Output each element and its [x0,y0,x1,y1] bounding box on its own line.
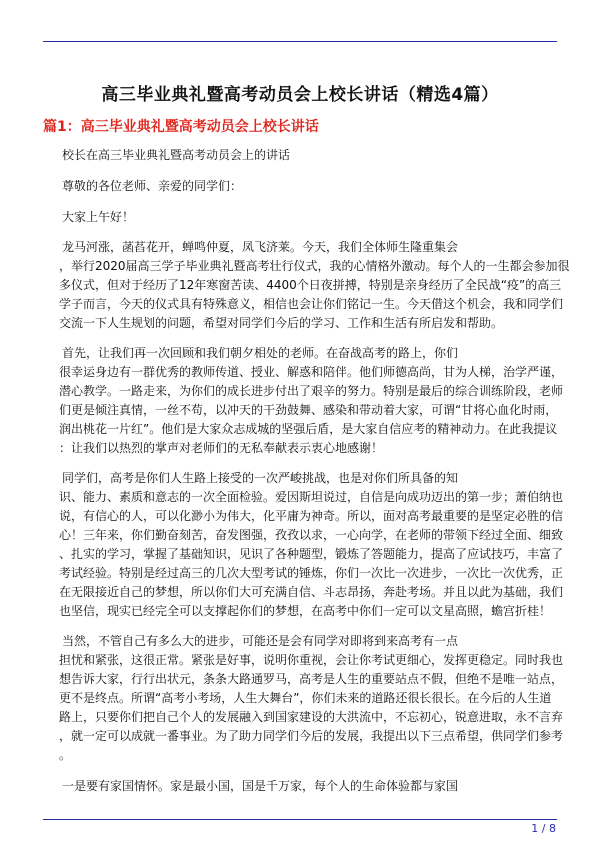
paragraph-line: 一是要有家国情怀。家是最小国，国是千万家，每个人的生命体验都与家国 [62,779,459,793]
paragraph-line: 也坚信，现实已经完全可以支撑起你们的梦想，在高考中你们一定可以文星高照，蟾宫折桂！ [59,604,552,618]
paragraph-line: 心！三年来，你们勤奋刻苦，奋发图强，孜孜以求，一心向学，在老师的带领下经过全面、细致 [59,528,564,542]
paragraph-line: 路上，只要你们把自己个人的发展融入到国家建设的大洪流中，不忘初心，锐意进取，永不言弃 [59,710,564,724]
paragraph-line: 说，有信心的人，可以化渺小为伟大，化平庸为神奇。所以，面对高考最重要的是坚定必胜的信 [59,509,564,523]
paragraph-line: 在无限接近自己的梦想，所以你们大可充满自信、斗志昂扬，奔赴考场。并且以此为基础，我们 [59,585,564,599]
paragraph-line: 学子而言，今天的仪式具有特殊意义，相信也会让你们铭记一生。今天借这个机会，我和同学们 [59,297,564,311]
paragraph-line: 润出桃花一片红”。他们是大家众志成城的坚强后盾，是大家自信应考的精神动力。在此我提议 [59,422,558,436]
paragraph-line: 潜心教学。一路走来，为你们的成长进步付出了艰辛的努力。特别是最后的综合训练阶段，老师 [59,384,564,398]
greeting-line: 大家上午好！ [62,210,135,224]
salutation-line: 尊敬的各位老师、亲爱的同学们： [62,179,243,193]
header-rule [43,41,557,42]
paragraph-line: 交流一下人生规划的问题，希望对同学们今后的学习、工作和生活有所启发和帮助。 [59,316,504,330]
paragraph-line: ，举行2020届高三学子毕业典礼暨高考壮行仪式，我的心情格外激动。每个人的一生都会参加很 [59,259,570,273]
page-number: 1 / 8 [531,822,556,835]
paragraph-line: 想告诉大家，行行出状元，条条大路通罗马，高考是人生的重要站点不假，但绝不是唯一站点， [59,672,564,686]
paragraph-line: 更不是终点。所谓“高考小考场，人生大舞台”，你们未来的道路还很长很长。在今后的人生道 [59,691,552,705]
paragraph-line: 首先，让我们再一次回顾和我们朝夕相处的老师。在奋战高考的路上，你们 [62,346,459,360]
paragraph-line: ，就一定可以成就一番事业。为了助力同学们今后的发展，我提出以下三点希望，供同学们参考 [59,729,564,743]
paragraph-line: 们更是倾注真情，一丝不苟，以冲天的干劲鼓舞、感染和带动着大家，可谓“甘将心血化时雨， [59,403,558,417]
paragraph-line: 当然，不管自己有多么大的进步，可能还是会有同学对即将到来高考有一点 [62,634,459,648]
paragraph-line: 很幸运身边有一群优秀的教师传道、授业、解惑和陪伴。他们师德高尚，甘为人梯，治学严谨， [59,365,564,379]
paragraph-line: 同学们，高考是你们人生路上接受的一次严峻挑战，也是对你们所具备的知 [62,471,459,485]
paragraph-line: 识、能力、素质和意志的一次全面检验。爱因斯坦说过，自信是向成功迈出的第一步；萧伯纳也 [59,490,564,504]
speech-title-line: 校长在高三毕业典礼暨高考动员会上的讲话 [62,148,291,162]
section-heading: 篇1：高三毕业典礼暨高考动员会上校长讲话 [43,119,319,135]
paragraph-line: 多仪式，但对于经历了12年寒窗苦读、4400个日夜拼搏，特别是亲身经历了全民战“疫”的高三 [59,278,562,292]
paragraph-line: 担忧和紧张，这很正常。紧张是好事，说明你重视，会让你考试更细心，发挥更稳定。同时我也 [59,653,564,667]
paragraph-line: 、扎实的学习，掌握了基础知识，见识了各种题型，锻炼了答题能力，提高了应试技巧，丰富了 [59,547,564,561]
document-title: 高三毕业典礼暨高考动员会上校长讲话（精选4篇） [101,85,499,105]
paragraph-line: 龙马河涨，菡萏花开，蝉鸣仲夏，凤飞济莱。今天，我们全体师生隆重集会 [62,240,459,254]
paragraph-line: 。 [59,748,72,762]
paragraph-line: 考试经验。特别是经过高三的几次大型考试的锤炼，你们一次比一次进步，一次比一次优秀，正 [59,566,564,580]
footer-rule [43,819,557,820]
paragraph-line: ：让我们以热烈的掌声对老师们的无私奉献表示衷心地感谢！ [59,441,384,455]
